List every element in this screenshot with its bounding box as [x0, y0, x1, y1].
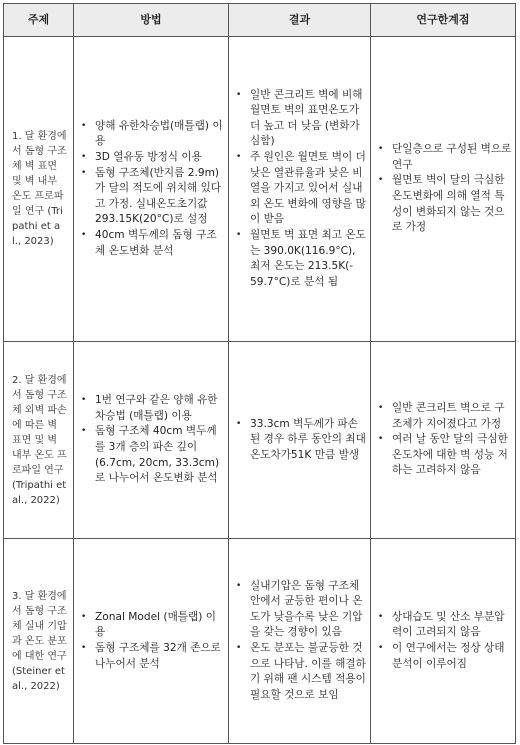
header-topic: 주제: [4, 4, 74, 37]
limitation-cell: [371, 539, 516, 744]
list-item: [373, 641, 513, 672]
list-item: [373, 142, 513, 173]
list-item: [231, 228, 368, 290]
limitation-list: [373, 401, 513, 479]
list-item-text: 단일층으로 구성된 벽으로 연구: [392, 143, 512, 171]
list-item: [373, 432, 513, 479]
method-list: [76, 119, 226, 259]
method-cell: [74, 37, 229, 342]
list-item-text: 주 원인은 월면토 벽이 더 낮은 열관류율과 낮은 비열을 가지고 있어서 실내외 온도 변화에 영향을 많이 받음: [250, 151, 366, 226]
list-item: [76, 424, 226, 486]
method-cell: [74, 539, 229, 744]
bullet-icon: •: [236, 152, 242, 163]
method-cell: [74, 342, 229, 539]
bullet-icon: •: [236, 229, 242, 240]
list-item-text: 33.3cm 벽두께가 파손된 경우 하루 동안의 최대 온도차가51K 만큼 발생: [250, 417, 366, 461]
bullet-icon: •: [236, 89, 242, 100]
list-item-text: 이 연구에서는 정상 상태 분석이 이루어짐: [392, 642, 505, 670]
result-list: [231, 417, 368, 464]
header-result: 결과: [229, 4, 371, 37]
list-item: [76, 393, 226, 424]
topic-cell: 2. 달 환경에서 돔형 구조체 외벽 파손에 따른 벽 표면 및 벽 내부 온도 프로파일 연구 (Tripathi et al., 2022): [4, 342, 74, 539]
list-item: [373, 610, 513, 641]
list-item: [373, 401, 513, 432]
header-limitation: 연구한계점: [371, 4, 516, 37]
bullet-icon: •: [378, 434, 384, 445]
list-item-text: Zonal Model (매틀랩) 이용: [95, 610, 216, 639]
list-item: [76, 610, 226, 641]
list-item-text: 3D 열유동 방정식 이용: [95, 151, 202, 164]
list-item-text: 월면토 벽 표면 최고 온도는 390.0K(116.9°C), 최저 온도는 213.5K(- 59.7°C)로 분석 됨: [250, 228, 366, 288]
bullet-icon: •: [81, 395, 87, 406]
limitation-list: [373, 142, 513, 236]
header-method: 방법: [74, 4, 229, 37]
bullet-icon: •: [81, 611, 87, 622]
list-item: [373, 173, 513, 235]
list-item: [231, 417, 368, 464]
list-item: [76, 166, 226, 228]
bullet-icon: •: [378, 175, 384, 186]
bullet-icon: •: [81, 643, 87, 653]
list-item: [76, 228, 226, 259]
limitation-cell: [371, 342, 516, 539]
bullet-icon: •: [236, 418, 242, 429]
list-item-text: 상대습도 및 산소 부분압력이 고려되지 않음: [392, 610, 505, 639]
list-item: [76, 641, 226, 672]
bullet-icon: •: [81, 152, 87, 163]
bullet-icon: •: [81, 167, 87, 178]
list-item-text: 여러 날 동안 달의 극심한 온도차에 대한 벽 성능 저하는 고려하지 않음: [392, 433, 508, 477]
bullet-icon: •: [81, 120, 87, 131]
table-row: [4, 37, 516, 342]
list-item-text: 1번 연구와 같은 양해 유한차승법 (매틀랩) 이용: [95, 394, 218, 422]
topic-cell: 3. 달 환경에서 돔형 구조체 실내 기압과 온도 분포에 대한 연구 (Steiner et al., 2022): [4, 539, 74, 744]
table-row: [4, 539, 516, 744]
method-list: [76, 393, 226, 487]
list-item-text: 온도 분포는 불균등한 것으로 나타남. 이를 해결하기 위해 팬 시스템 적용이 필요할 것으로 보임: [250, 642, 366, 701]
result-list: [231, 88, 368, 291]
list-item: [231, 150, 368, 228]
bullet-icon: •: [378, 643, 384, 653]
header-row: [4, 4, 516, 37]
bullet-icon: •: [236, 643, 242, 653]
bullet-icon: •: [378, 403, 384, 414]
list-item-text: 양해 유한차승법(매틀랩) 이용: [95, 119, 223, 148]
list-item-text: 40cm 벽두께의 돔형 구조체 온도변화 분석: [95, 228, 217, 257]
list-item: [231, 641, 368, 703]
table-body: [4, 37, 516, 744]
list-item: [231, 88, 368, 150]
topic-cell: 1. 달 환경에서 돔형 구조체 벽 표면 및 벽 내부 온도 프로파일 연구 (Tripathi et al., 2023): [4, 37, 74, 342]
list-item-text: 일반 콘크리트 벽으로 구조체가 지어졌다고 가정: [392, 402, 505, 430]
list-item: [76, 150, 226, 166]
method-list: [76, 610, 226, 672]
bullet-icon: •: [378, 611, 384, 622]
table-row: [4, 342, 516, 539]
limitation-cell: [371, 37, 516, 342]
list-item: [76, 119, 226, 150]
bullet-icon: •: [236, 580, 242, 591]
list-item-text: 월면토 벽이 달의 극심한 온도변화에 의해 열적 특성이 변화되지 않는 것으로 가정: [392, 174, 505, 234]
list-item: [231, 579, 368, 641]
research-table-container: [3, 3, 515, 744]
bullet-icon: •: [81, 229, 87, 240]
limitation-list: [373, 610, 513, 672]
list-item-text: 돔형 구조체 40cm 벽두께를 3개 층의 파손 깊이(6.7cm, 20cm, 33.3cm)로 나누어서 온도변화 분석: [95, 425, 220, 485]
result-cell: [229, 539, 371, 744]
result-cell: [229, 37, 371, 342]
list-item-text: 돔형 구조체(반지름 2.9m)가 달의 적도에 위치해 있다고 가정. 실내온도초기값 293.15K(20°C)로 설정: [95, 166, 222, 226]
result-list: [231, 579, 368, 704]
list-item-text: 돔형 구조체를 32개 존으로 나누어서 분석: [95, 642, 221, 670]
result-cell: [229, 342, 371, 539]
list-item-text: 실내기압은 돔형 구조체 안에서 균등한 편이나 온도가 낮을수록 낮은 기압을 갖는 경향이 있음: [250, 579, 363, 639]
bullet-icon: •: [378, 144, 384, 155]
research-summary-table: [3, 3, 516, 744]
bullet-icon: •: [81, 426, 87, 437]
list-item-text: 일반 콘크리트 벽에 비해 월면토 벽의 표면온도가 더 높고 더 낮음 (변화가 심함): [250, 88, 363, 148]
